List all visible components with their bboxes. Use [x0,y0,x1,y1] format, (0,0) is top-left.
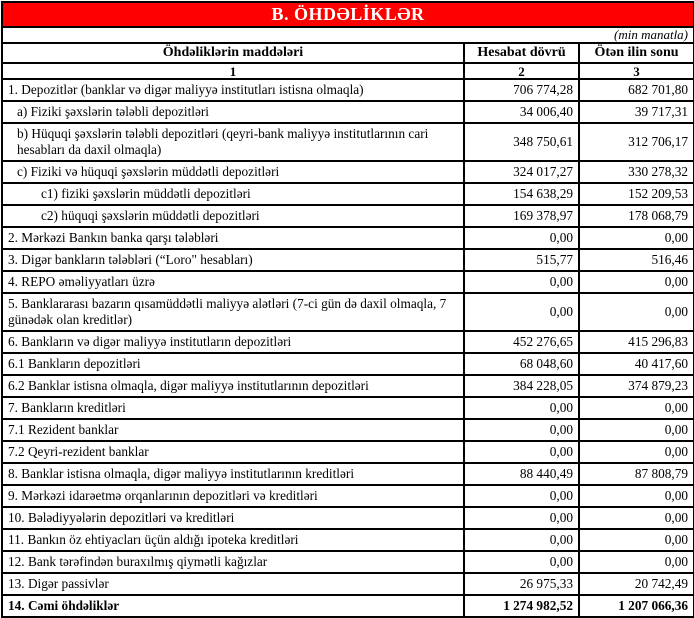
table-row [2,485,694,507]
title-row [2,2,694,27]
table-row [2,529,694,551]
row-label: 9. Mərkəzi idarəetmə orqanlarının depozitləri və kreditləri [2,485,464,507]
table-row [2,271,694,293]
table-row [2,573,694,595]
column-index-2: 2 [464,63,579,79]
column-header-current-period: Hesabat dövrü [464,43,579,63]
table-row [2,205,694,227]
row-previous-year-end-value: 0,00 [579,419,694,441]
row-previous-year-end-value: 330 278,32 [579,161,694,183]
row-previous-year-end-value: 415 296,83 [579,331,694,353]
row-previous-year-end-value: 20 742,49 [579,573,694,595]
table-row [2,161,694,183]
row-label: c) Fiziki və hüquqi şəxslərin müddətli depozitləri [2,161,464,183]
row-label: 6.1 Bankların depozitləri [2,353,464,375]
unit-note: (min manatla) [2,27,694,43]
row-label: 6. Bankların və digər maliyyə institutların depozitləri [2,331,464,353]
row-current-period-value: 154 638,29 [464,183,579,205]
row-current-period-value: 324 017,27 [464,161,579,183]
row-label: b) Hüquqi şəxslərin tələbli depozitləri (qeyri-bank maliyyə institutlarının cari hesabları da daxil olmaqla) [2,123,464,161]
row-previous-year-end-value: 178 068,79 [579,205,694,227]
row-label: 3. Digər bankların tələbləri (“Loro" hesabları) [2,249,464,271]
row-label: c1) fiziki şəxslərin müddətli depozitləri [2,183,464,205]
row-current-period-value: 0,00 [464,485,579,507]
table-row [2,101,694,123]
row-current-period-value: 0,00 [464,507,579,529]
row-label: 13. Digər passivlər [2,573,464,595]
row-label: 5. Banklararası bazarın qısamüddətli maliyyə alətləri (7-ci gün də daxil olmaqla, 7 günədək olan kreditlər) [2,293,464,331]
row-previous-year-end-value: 87 808,79 [579,463,694,485]
table-row [2,249,694,271]
row-previous-year-end-value: 374 879,23 [579,375,694,397]
table-row [2,293,694,331]
table-row [2,441,694,463]
row-previous-year-end-value: 1 207 066,36 [579,595,694,617]
row-label: 10. Bələdiyyələrin depozitləri və kreditləri [2,507,464,529]
row-previous-year-end-value: 516,46 [579,249,694,271]
table-row [2,551,694,573]
row-previous-year-end-value: 0,00 [579,227,694,249]
row-label: 6.2 Banklar istisna olmaqla, digər maliyyə institutlarının depozitləri [2,375,464,397]
unit-note-row [2,27,694,43]
table-row [2,227,694,249]
column-index-3: 3 [579,63,694,79]
row-label: 14. Cəmi öhdəliklər [2,595,464,617]
row-current-period-value: 0,00 [464,293,579,331]
section-title: B. ÖHDƏLİKLƏR [2,2,694,27]
row-label: 11. Bankın öz ehtiyacları üçün aldığı ipoteka kreditləri [2,529,464,551]
table-row [2,331,694,353]
row-previous-year-end-value: 0,00 [579,507,694,529]
column-header-items: Öhdəliklərin maddələri [2,43,464,63]
row-current-period-value: 1 274 982,52 [464,595,579,617]
table-row [2,507,694,529]
row-current-period-value: 88 440,49 [464,463,579,485]
row-current-period-value: 169 378,97 [464,205,579,227]
table-row [2,79,694,101]
row-current-period-value: 348 750,61 [464,123,579,161]
column-index-1: 1 [2,63,464,79]
row-previous-year-end-value: 0,00 [579,293,694,331]
row-previous-year-end-value: 0,00 [579,397,694,419]
row-previous-year-end-value: 0,00 [579,485,694,507]
table-row [2,375,694,397]
table-row [2,353,694,375]
row-label: 8. Banklar istisna olmaqla, digər maliyyə institutlarının kreditləri [2,463,464,485]
row-current-period-value: 0,00 [464,271,579,293]
row-previous-year-end-value: 40 417,60 [579,353,694,375]
row-label: a) Fiziki şəxslərin tələbli depozitləri [2,101,464,123]
row-current-period-value: 384 228,05 [464,375,579,397]
row-current-period-value: 26 975,33 [464,573,579,595]
row-label: 2. Mərkəzi Bankın banka qarşı tələbləri [2,227,464,249]
table-row [2,397,694,419]
table-row [2,595,694,617]
row-current-period-value: 0,00 [464,551,579,573]
table-row [2,123,694,161]
row-current-period-value: 34 006,40 [464,101,579,123]
row-current-period-value: 68 048,60 [464,353,579,375]
row-label: 7.1 Rezident banklar [2,419,464,441]
liabilities-table [1,1,694,618]
row-label: 7.2 Qeyri-rezident banklar [2,441,464,463]
row-current-period-value: 452 276,65 [464,331,579,353]
column-header-row [2,43,694,63]
row-label: 4. REPO əməliyyatları üzrə [2,271,464,293]
row-previous-year-end-value: 312 706,17 [579,123,694,161]
row-previous-year-end-value: 0,00 [579,529,694,551]
row-current-period-value: 0,00 [464,227,579,249]
column-index-row [2,63,694,79]
row-previous-year-end-value: 39 717,31 [579,101,694,123]
row-label: 1. Depozitlər (banklar və digər maliyyə institutları istisna olmaqla) [2,79,464,101]
row-current-period-value: 0,00 [464,419,579,441]
row-previous-year-end-value: 152 209,53 [579,183,694,205]
table-row [2,463,694,485]
row-current-period-value: 515,77 [464,249,579,271]
column-header-previous-year-end: Ötən ilin sonu [579,43,694,63]
row-current-period-value: 0,00 [464,529,579,551]
row-previous-year-end-value: 0,00 [579,551,694,573]
row-previous-year-end-value: 0,00 [579,441,694,463]
table-row [2,183,694,205]
row-label: 12. Bank tərəfindən buraxılmış qiymətli kağızlar [2,551,464,573]
row-previous-year-end-value: 0,00 [579,271,694,293]
table-row [2,419,694,441]
row-current-period-value: 0,00 [464,441,579,463]
row-previous-year-end-value: 682 701,80 [579,79,694,101]
row-label: c2) hüquqi şəxslərin müddətli depozitləri [2,205,464,227]
row-current-period-value: 0,00 [464,397,579,419]
liabilities-rows [2,79,694,617]
row-label: 7. Bankların kreditləri [2,397,464,419]
row-current-period-value: 706 774,28 [464,79,579,101]
